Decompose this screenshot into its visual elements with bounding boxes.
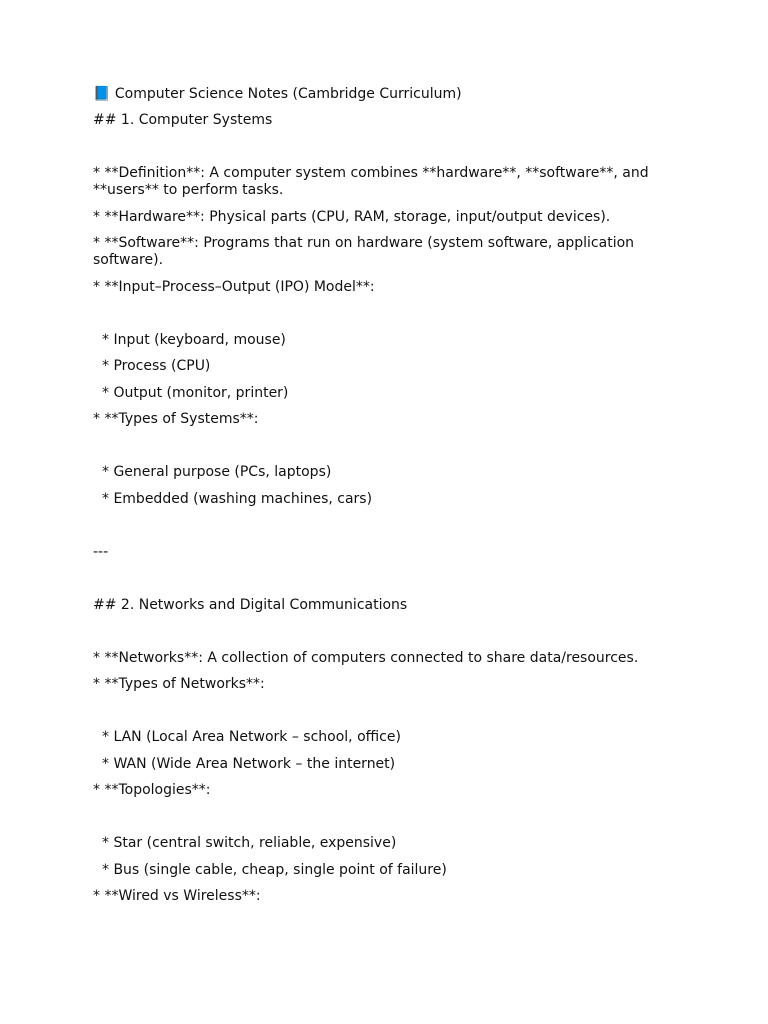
blank-line	[93, 703, 688, 720]
blank-line	[93, 517, 688, 534]
blank-line	[93, 570, 688, 587]
blank-line	[93, 809, 688, 826]
sub-bullet-line: * WAN (Wide Area Network – the internet)	[102, 755, 396, 772]
bullet-line: * **Wired vs Wireless**:	[93, 888, 261, 904]
blank-line	[93, 139, 688, 156]
blank-line	[93, 438, 688, 455]
document-body	[93, 86, 688, 905]
sub-bullet-line: * Bus (single cable, cheap, single point of failure)	[102, 861, 447, 878]
bullet-line: * **Topologies**:	[93, 782, 211, 798]
section-heading: ## 1. Computer Systems	[93, 112, 273, 128]
document-title: 📘 Computer Science Notes (Cambridge Curriculum)	[93, 86, 462, 102]
sub-bullet-line: * Embedded (washing machines, cars)	[102, 490, 373, 507]
bullet-line: * **Definition**: A computer system combines **hardware**, **software**, and **users** to perform tasks.	[93, 165, 654, 198]
bullet-line: * **Input–Process–Output (IPO) Model**:	[93, 278, 375, 295]
sub-bullet-line: * LAN (Local Area Network – school, office)	[102, 729, 401, 745]
sub-bullet-line: * Star (central switch, reliable, expensive)	[102, 835, 397, 851]
sub-bullet-line: * Process (CPU)	[102, 358, 211, 374]
sub-bullet-line: * General purpose (PCs, laptops)	[102, 464, 332, 480]
section-heading: ## 2. Networks and Digital Communications	[93, 596, 408, 613]
bullet-line: * **Types of Systems**:	[93, 411, 259, 427]
sub-bullet-line: * Output (monitor, printer)	[102, 384, 289, 401]
bullet-line: * **Types of Networks**:	[93, 676, 265, 692]
blank-line	[93, 623, 688, 640]
blank-line	[93, 305, 688, 322]
bullet-line: * **Networks**: A collection of computers connected to share data/resources.	[93, 649, 639, 666]
bullet-line: * **Software**: Programs that run on hardware (system software, application software).	[93, 235, 639, 268]
horizontal-rule-text: ---	[93, 543, 109, 560]
sub-bullet-line: * Input (keyboard, mouse)	[102, 331, 286, 348]
bullet-line: * **Hardware**: Physical parts (CPU, RAM, storage, input/output devices).	[93, 208, 611, 225]
